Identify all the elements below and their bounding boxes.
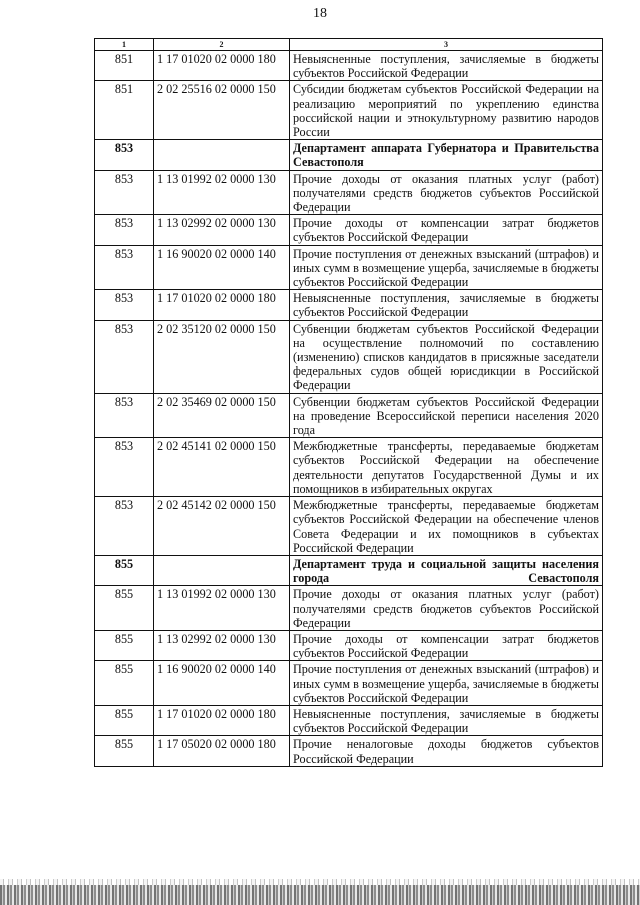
revenue-name-cell: Прочие доходы от оказания платных услуг (работ) получателями средств бюджетов субъектов Российской Федерации xyxy=(290,170,603,215)
revenue-code-cell: 2 02 25516 02 0000 150 xyxy=(154,81,290,140)
revenue-name-cell: Межбюджетные трансферты, передаваемые бюджетам субъектов Российской Федерации на обеспечение членов Совета Федерации и их помощников в субъектах Российской Федерации xyxy=(290,497,603,556)
admin-code-cell: 851 xyxy=(95,51,154,81)
revenue-code-cell xyxy=(154,140,290,170)
revenue-name-cell: Прочие доходы от оказания платных услуг (работ) получателями средств бюджетов субъектов Российской Федерации xyxy=(290,586,603,631)
table-row xyxy=(95,630,603,660)
department-row xyxy=(95,140,603,170)
revenue-code-cell: 1 13 02992 02 0000 130 xyxy=(154,215,290,245)
admin-code-cell: 853 xyxy=(95,320,154,393)
admin-code-cell: 855 xyxy=(95,736,154,766)
table-row xyxy=(95,51,603,81)
revenue-code-cell: 1 17 01020 02 0000 180 xyxy=(154,705,290,735)
column-header-3: 3 xyxy=(290,39,603,51)
page-number: 18 xyxy=(313,6,327,21)
revenue-code-cell: 1 13 01992 02 0000 130 xyxy=(154,170,290,215)
admin-code-cell: 855 xyxy=(95,661,154,706)
table-row xyxy=(95,320,603,393)
table-row xyxy=(95,215,603,245)
admin-code-cell: 853 xyxy=(95,393,154,438)
revenue-name-cell: Невыясненные поступления, зачисляемые в бюджеты субъектов Российской Федерации xyxy=(290,290,603,320)
revenue-code-cell: 2 02 35120 02 0000 150 xyxy=(154,320,290,393)
admin-code-cell: 853 xyxy=(95,290,154,320)
revenue-code-cell: 1 13 01992 02 0000 130 xyxy=(154,586,290,631)
admin-code-cell: 853 xyxy=(95,438,154,497)
table-row xyxy=(95,170,603,215)
admin-code-cell: 853 xyxy=(95,245,154,290)
revenue-name-cell: Межбюджетные трансферты, передаваемые бюджетам субъектов Российской Федерации на обеспечение деятельности депутатов Государственной Думы и их помощников в избирательных округах xyxy=(290,438,603,497)
admin-code-cell: 853 xyxy=(95,170,154,215)
admin-code-cell: 855 xyxy=(95,555,154,585)
table-row xyxy=(95,736,603,766)
table-row xyxy=(95,438,603,497)
revenue-code-cell xyxy=(154,555,290,585)
table-header-row xyxy=(95,39,603,51)
revenue-name-cell: Департамент аппарата Губернатора и Правительства Севастополя xyxy=(290,140,603,170)
table-row xyxy=(95,81,603,140)
revenue-name-cell: Прочие доходы от компенсации затрат бюджетов субъектов Российской Федерации xyxy=(290,215,603,245)
revenue-code-cell: 1 16 90020 02 0000 140 xyxy=(154,245,290,290)
admin-code-cell: 855 xyxy=(95,586,154,631)
revenue-name-cell: Прочие поступления от денежных взысканий (штрафов) и иных сумм в возмещение ущерба, зачисляемые в бюджеты субъектов Российской Федерации xyxy=(290,661,603,706)
revenue-name-cell: Субсидии бюджетам субъектов Российской Федерации на реализацию мероприятий по укреплению единства российской нации и этнокультурному развитию народов России xyxy=(290,81,603,140)
admin-code-cell: 853 xyxy=(95,497,154,556)
revenue-code-cell: 2 02 45142 02 0000 150 xyxy=(154,497,290,556)
admin-code-cell: 855 xyxy=(95,705,154,735)
table-row xyxy=(95,393,603,438)
admin-code-cell: 853 xyxy=(95,215,154,245)
department-row xyxy=(95,555,603,585)
revenue-code-cell: 1 17 01020 02 0000 180 xyxy=(154,51,290,81)
revenue-name-cell: Прочие неналоговые доходы бюджетов субъектов Российской Федерации xyxy=(290,736,603,766)
table-row xyxy=(95,290,603,320)
table-row xyxy=(95,245,603,290)
revenue-name-cell: Невыясненные поступления, зачисляемые в бюджеты субъектов Российской Федерации xyxy=(290,705,603,735)
table-row xyxy=(95,661,603,706)
revenue-name-cell: Прочие доходы от компенсации затрат бюджетов субъектов Российской Федерации xyxy=(290,630,603,660)
admin-code-cell: 855 xyxy=(95,630,154,660)
revenue-code-cell: 1 16 90020 02 0000 140 xyxy=(154,661,290,706)
revenue-code-cell: 1 17 05020 02 0000 180 xyxy=(154,736,290,766)
revenue-code-cell: 1 17 01020 02 0000 180 xyxy=(154,290,290,320)
revenue-codes-table xyxy=(94,38,603,767)
column-header-2: 2 xyxy=(154,39,290,51)
table-body xyxy=(95,51,603,767)
table-row xyxy=(95,586,603,631)
revenue-name-cell: Департамент труда и социальной защиты населения города Севастополя xyxy=(290,555,603,585)
revenue-name-cell: Прочие поступления от денежных взысканий (штрафов) и иных сумм в возмещение ущерба, зачисляемые в бюджеты субъектов Российской Федерации xyxy=(290,245,603,290)
scan-bottom-artifact xyxy=(0,885,640,905)
admin-code-cell: 851 xyxy=(95,81,154,140)
table-row xyxy=(95,705,603,735)
revenue-code-cell: 2 02 35469 02 0000 150 xyxy=(154,393,290,438)
table-row xyxy=(95,497,603,556)
revenue-name-cell: Субвенции бюджетам субъектов Российской Федерации на проведение Всероссийской переписи населения 2020 года xyxy=(290,393,603,438)
admin-code-cell: 853 xyxy=(95,140,154,170)
revenue-code-cell: 1 13 02992 02 0000 130 xyxy=(154,630,290,660)
revenue-name-cell: Невыясненные поступления, зачисляемые в бюджеты субъектов Российской Федерации xyxy=(290,51,603,81)
revenue-code-cell: 2 02 45141 02 0000 150 xyxy=(154,438,290,497)
revenue-name-cell: Субвенции бюджетам субъектов Российской Федерации на осуществление полномочий по составлению (изменению) списков кандидатов в присяжные заседатели федеральных судов общей юрисдикции в Российской Федерации xyxy=(290,320,603,393)
column-header-1: 1 xyxy=(95,39,154,51)
